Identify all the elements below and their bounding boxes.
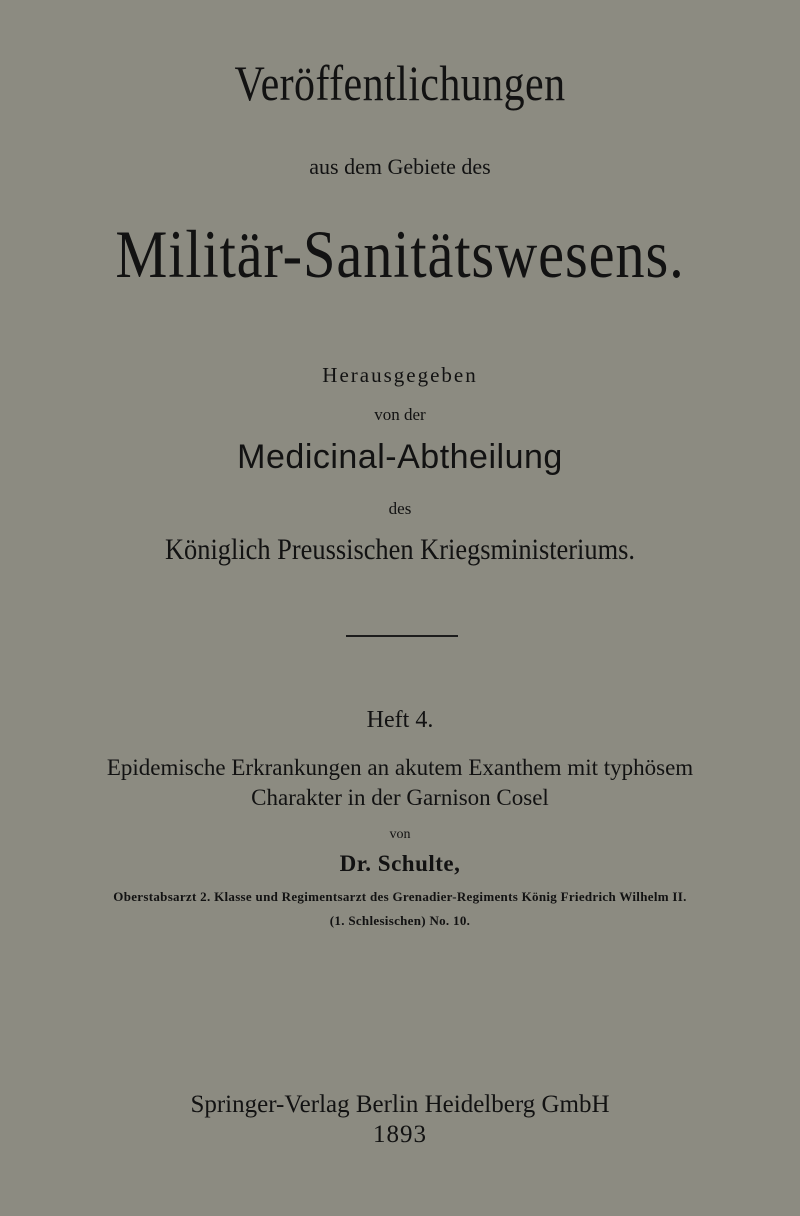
author-von: von — [389, 827, 411, 842]
publication-year: 1893 — [373, 1121, 427, 1148]
work-title-line-2: Charakter in der Garnison Cosel — [251, 785, 549, 810]
editor-von: von der — [374, 405, 426, 424]
issue-label: Heft 4. — [366, 707, 434, 733]
publisher: Springer-Verlag Berlin Heidelberg GmbH — [190, 1091, 610, 1118]
series-subtitle: aus dem Gebiete des — [309, 154, 491, 179]
work-title-line-1: Epidemische Erkrankungen an akutem Exanthem mit typhösem — [106, 755, 694, 780]
main-title: Militär-Sanitätswesens. — [115, 216, 685, 292]
editor-ministry: Königlich Preussischen Kriegsministeriums. — [164, 533, 636, 566]
editor-des: des — [388, 499, 412, 518]
author-name: Dr. Schulte, — [339, 851, 461, 876]
editor-name: Medicinal-Abtheilung — [237, 438, 563, 476]
series-title: Veröffentlichungen — [234, 55, 566, 111]
author-role-line-1: Oberstabsarzt 2. Klasse und Regimentsarzt des Grenadier-Regiments König Friedrich Wilhelm II. — [113, 889, 687, 904]
divider-rule — [346, 635, 458, 637]
author-role-line-2: (1. Schlesischen) No. 10. — [329, 913, 471, 928]
editor-label: Herausgegeben — [322, 363, 478, 387]
